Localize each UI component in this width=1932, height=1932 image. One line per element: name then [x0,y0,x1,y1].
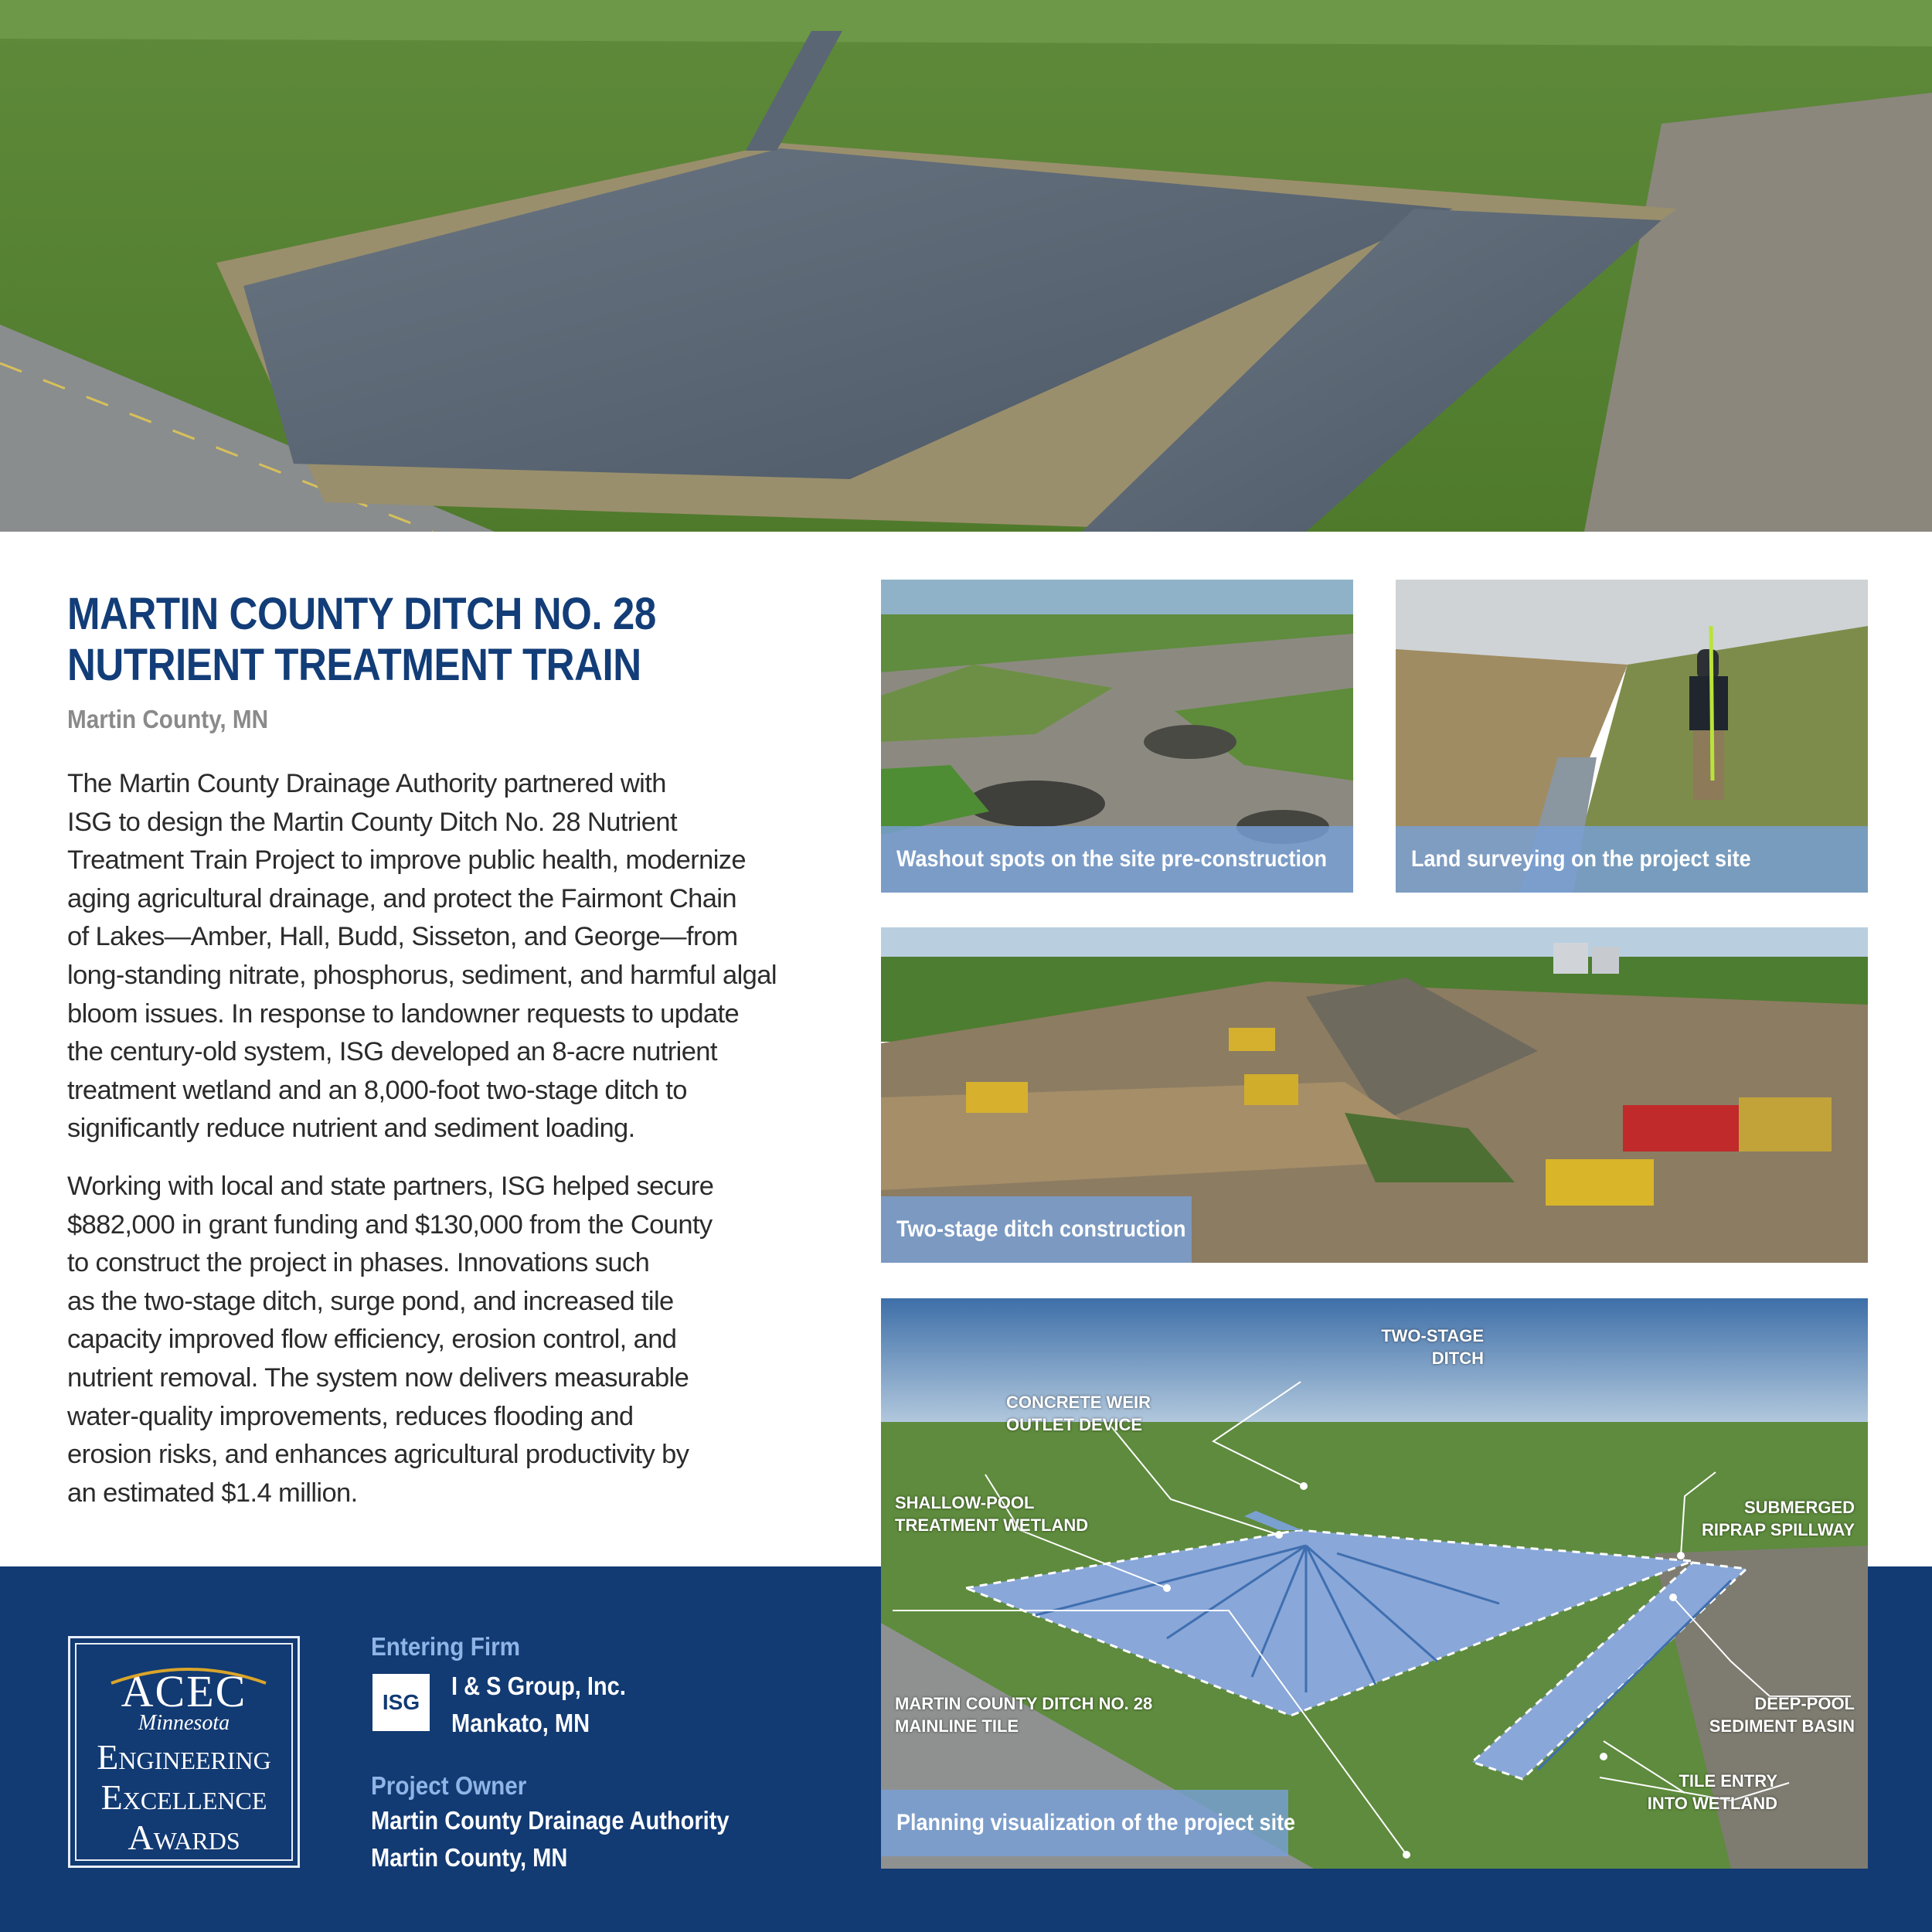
project-location: Martin County, MN [67,705,269,733]
paragraph-2: Working with local and state partners, ISG helped secure $882,000 in grant funding and $130,000 from the County to construct the project in phases. Innovations such as the two-stage ditch, surge pond, and increased tile capacity improved flow efficiency, erosion control, and nutrient removal. The system now delivers measurable water-quality improvements, reduces flooding and erosion risks, and enhances agricultural productivity by an estimated $1.4 million. [67,1171,714,1508]
logo-acec: ACEC [121,1666,247,1716]
hero-aerial-photo [0,0,1932,532]
isg-logo: ISG [372,1674,430,1731]
owner-name: Martin County Drainage Authority [371,1806,730,1835]
firm-city: Mankato, MN [451,1709,590,1737]
construction-caption: Two-stage ditch construction [881,1196,1192,1263]
logo-line-1: Engineering [97,1737,271,1777]
construction-photo [881,927,1868,1263]
logo-line-3: Awards [128,1818,240,1857]
planning-visualization [881,1298,1868,1869]
acec-awards-logo [68,1636,300,1868]
callout-shallow-pool: SHALLOW-POOL TREATMENT WETLAND [895,1493,1089,1535]
washout-photo [881,580,1353,893]
surveying-photo [1396,580,1868,893]
callout-concrete-weir: CONCRETE WEIR OUTLET DEVICE [1006,1393,1151,1434]
callout-tile-entry: TILE ENTRY INTO WETLAND [1647,1771,1777,1813]
owner-city: Martin County, MN [371,1843,568,1872]
title-line-1: MARTIN COUNTY DITCH NO. 28 [67,589,656,639]
callout-deep-pool: DEEP-POOL SEDIMENT BASIN [1709,1694,1855,1736]
firm-name: I & S Group, Inc. [451,1672,626,1700]
logo-state: Minnesota [138,1711,230,1735]
logo-line-2: Excellence [100,1777,267,1817]
paragraph-1: The Martin County Drainage Authority partnered with ISG to design the Martin County Ditch No. 28 Nutrient Treatment Train Project to improve public health, modernize aging agricultural drainage, and protect the Fairmont Chain of Lakes—Amber, Hall, Budd, Sisseton, and George—from long-standing nitrate, phosphorus, sediment, and harmful algal bloom issues. In response to landowner requests to update the century-old system, ISG developed an 8-acre nutrient treatment wetland and an 8,000-foot two-stage ditch to significantly reduce nutrient and sediment loading. [67,769,777,1144]
callout-riprap-spillway: SUBMERGED RIPRAP SPILLWAY [1701,1498,1855,1539]
entering-firm-info [451,1668,626,1742]
surveying-caption: Land surveying on the project site [1396,826,1868,893]
project-owner-info [371,1802,730,1876]
planning-caption: Planning visualization of the project site [881,1790,1288,1856]
washout-caption: Washout spots on the site pre-construction [881,826,1353,893]
callout-two-stage-ditch: TWO-STAGE DITCH [1381,1326,1484,1368]
project-title [67,589,840,691]
project-description [67,765,809,1532]
project-owner-label: Project Owner [371,1771,527,1800]
callout-mainline-tile: MARTIN COUNTY DITCH NO. 28 MAINLINE TILE [895,1694,1153,1736]
entering-firm-label: Entering Firm [371,1632,521,1661]
logo-arc-icon [107,1662,270,1685]
title-line-2: NUTRIENT TREATMENT TRAIN [67,640,641,690]
